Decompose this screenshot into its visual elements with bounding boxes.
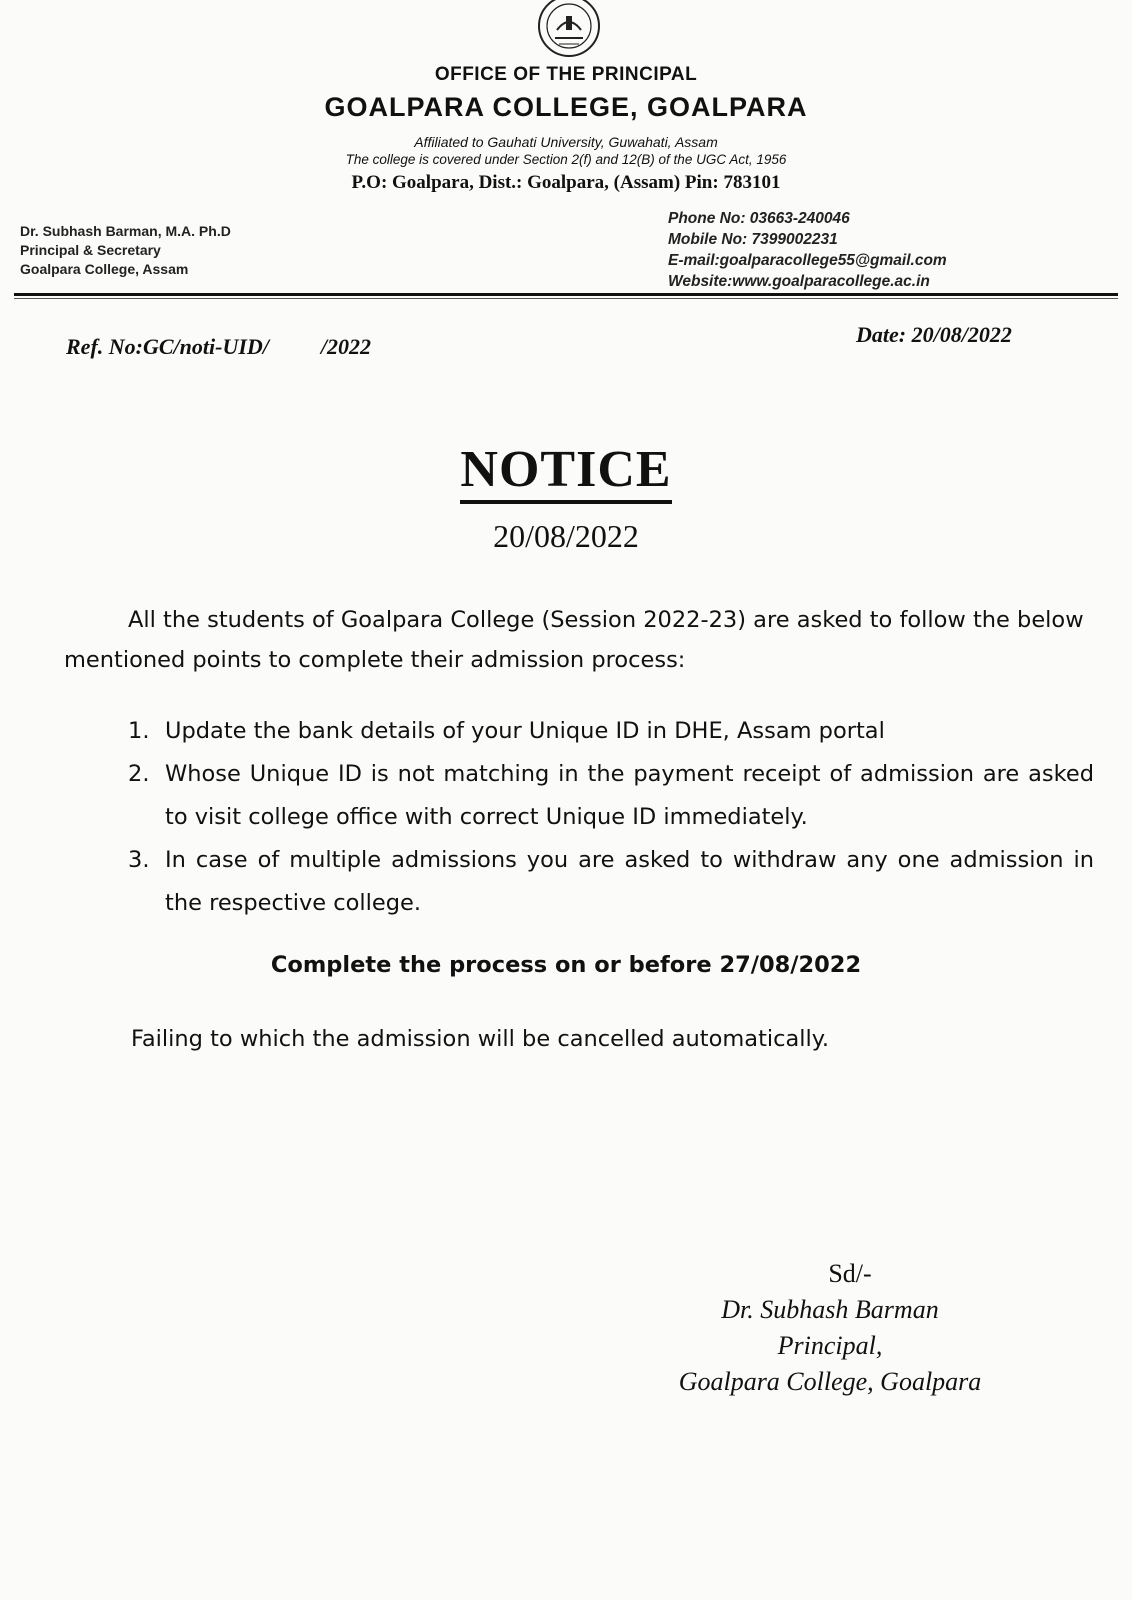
instruction-list — [128, 710, 1094, 925]
list-item-number: 3. — [128, 847, 150, 873]
college-seal-icon — [533, 0, 605, 62]
ref-year: /2022 — [320, 334, 372, 359]
affiliation-line: Affiliated to Gauhati University, Guwahati, Assam — [414, 134, 718, 150]
notice-title-text: NOTICE — [460, 441, 671, 504]
office-heading: OFFICE OF THE PRINCIPAL — [434, 64, 698, 85]
ref-no: Ref. No:GC/noti-UID/ — [66, 334, 269, 359]
signature-block — [640, 1256, 1020, 1400]
list-item-number: 2. — [128, 761, 150, 787]
header-divider — [14, 293, 1118, 296]
contact-mobile: Mobile No: 7399002231 — [668, 231, 838, 248]
list-item — [128, 839, 1094, 925]
signatory-name: Dr. Subhash Barman — [721, 1295, 939, 1324]
principal-institution: Goalpara College, Assam — [20, 261, 189, 277]
list-item-text: In case of multiple admissions you are asked to withdraw any one admission in the respective college. — [165, 847, 1094, 916]
signature-sd: Sd/- — [828, 1259, 872, 1288]
notice-date: 20/08/2022 — [493, 518, 639, 554]
reference-number — [66, 334, 371, 360]
contact-block — [668, 208, 947, 292]
header-divider-thin — [14, 298, 1118, 299]
college-name-heading: GOALPARA COLLEGE, GOALPARA — [324, 92, 808, 122]
signatory-institution: Goalpara College, Goalpara — [678, 1367, 982, 1396]
list-item — [128, 753, 1094, 839]
contact-website: Website:www.goalparacollege.ac.in — [668, 273, 930, 290]
contact-email: E-mail:goalparacollege55@gmail.com — [668, 252, 947, 269]
principal-block — [20, 222, 231, 279]
signatory-designation: Principal, — [777, 1331, 883, 1360]
cancellation-warning: Failing to which the admission will be cancelled automatically. — [131, 1026, 830, 1052]
ugc-line: The college is covered under Section 2(f) and 12(B) of the UGC Act, 1956 — [345, 152, 787, 167]
principal-role: Principal & Secretary — [20, 242, 161, 258]
list-item — [128, 710, 1094, 753]
notice-intro: All the students of Goalpara College (Session 2022-23) are asked to follow the below mentioned points to complete their admission process: — [64, 607, 1084, 673]
address-line: P.O: Goalpara, Dist.: Goalpara, (Assam) Pin: 783101 — [351, 172, 781, 193]
deadline-statement: Complete the process on or before 27/08/2022 — [270, 952, 862, 978]
list-item-number: 1. — [128, 718, 150, 744]
notice-title — [0, 440, 1132, 499]
contact-phone: Phone No: 03663-240046 — [668, 210, 850, 227]
list-item-text: Update the bank details of your Unique ID in DHE, Assam portal — [165, 718, 885, 744]
principal-name: Dr. Subhash Barman, M.A. Ph.D — [20, 223, 231, 239]
letter-date: Date: 20/08/2022 — [856, 322, 1012, 347]
list-item-text: Whose Unique ID is not matching in the payment receipt of admission are asked to visit college office with correct Unique ID immediately. — [165, 761, 1094, 830]
